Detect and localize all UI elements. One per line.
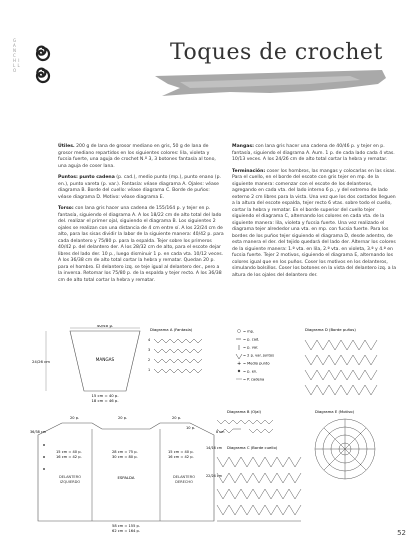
paragraph-sleeves: Mangas: con lana gris hacer una cadena de 40/46 p. y tejer en p. fantasía, siguiendo el diagrama A. Aum. 1 p. de cada lado cada 4 vtas. 10/13 veces. A los 24/26 cm de alto total cortar la hebra y rematar.: [232, 144, 395, 162]
neck-stitches: 10 p.: [186, 426, 196, 430]
diagram-a: [148, 327, 202, 373]
svg-text:= P. cadena: = P. cadena: [243, 377, 265, 382]
svg-text:Diagrama D (Borde puños): Diagrama D (Borde puños): [305, 327, 356, 332]
page-title: Toques de crochet: [170, 40, 383, 65]
diagram-d: [305, 327, 377, 395]
diagram-e: [315, 409, 375, 479]
page-number: 52: [397, 529, 406, 537]
svg-text:= p. en.: = p. en.: [243, 369, 258, 374]
measure-1: 15 cm = 40 p.: [56, 450, 82, 454]
bottom-measure-b: 62 cm = 164 p.: [112, 529, 140, 533]
svg-text:= mp.: = mp.: [243, 329, 255, 334]
svg-text:3: 3: [148, 348, 151, 352]
svg-text:Diagrama C (Borde cuello): Diagrama C (Borde cuello): [227, 445, 278, 450]
sleeve-top-measure: 40/46 p.: [96, 325, 114, 328]
paragraph-materials: Útiles. 200 g de lana de grosor mediano en gris, 50 g de lana de grosor mediano repartidos en los siguientes colores: lila, violeta y fucsia fuerte, una aguja de crochet N.º 3, 3 botones fantasía al tono, una aguja de coser lana.: [58, 144, 216, 169]
measure-2: 16 cm = 42 p.: [56, 455, 82, 459]
pattern-schematics: [30, 325, 230, 535]
paragraph-stitches: Puntos: punto cadena (p. cad.), medio punto (mp.), punto enano (p. en.), punto vareta (p. var.). Fantasía: véase diagrama A. Ojales: véase diagrama B. Borde del cuello: véase diagrama C. Borde de puños: véase diagrama D. Motivo: véase diagrama E.: [58, 175, 221, 200]
top-mid-stitches: 20 p.: [118, 416, 128, 420]
svg-text:4: 4: [148, 338, 151, 342]
sleeve-cm-b: 18 cm = 46 p.: [91, 398, 119, 403]
svg-text:Diagrama B (Ojal): Diagrama B (Ojal): [227, 409, 262, 414]
diagram-b: [217, 409, 273, 433]
measure-5: 15 cm = 40 p.: [168, 450, 194, 454]
svg-text:Diagrama E (Motivo): Diagrama E (Motivo): [315, 409, 355, 414]
sleeve-label: MANGAS: [95, 357, 115, 362]
side-height: 36/38 cm: [30, 430, 47, 434]
back-label: ESPALDA: [117, 475, 135, 480]
svg-text:= p. cad.: = p. cad.: [243, 337, 260, 342]
diagram-a-title: Diagrama A (Fantasía): [150, 327, 193, 332]
svg-text:= Medio punto: = Medio punto: [243, 361, 270, 366]
diagram-c: [217, 445, 301, 521]
measure-3: 28 cm = 75 p.: [112, 450, 138, 454]
top-right-stitches: 20 p.: [172, 416, 182, 420]
swirl-ornament-icon: [34, 44, 52, 88]
sleeve-cm-a: 15 cm = 40 p.: [91, 393, 119, 398]
measure-4: 30 cm = 80 p.: [112, 455, 138, 459]
brush-stroke-decoration: [150, 62, 390, 102]
svg-text:= 2 p. var. juntos: = 2 p. var. juntos: [243, 353, 274, 358]
sleeve-side-measure: 24/26 cm: [32, 359, 50, 364]
armhole-measure: 14/16 cm: [206, 446, 223, 450]
sleeve-schematic: [32, 325, 140, 403]
instructions-left-column: [58, 144, 224, 289]
instructions-right-column: [232, 144, 398, 284]
bottom-measure-a: 58 cm = 155 p.: [112, 524, 140, 528]
paragraph-finishing: Terminación: coser los hombros, las mangas y colocarlas en las sisas. Para el cuello, en el borde del escote con gris tejer en mp. de la siguiente manera: comenzar con el escote de los delanteros, agregando en cada vta. del lado interno 6 p., y del extremo de lado externo 2 cm libres para la vista. Una vez que los dos costados lleguen a la altura del escote espalda, tejer recto 6 vtas. sobre todo el cuello, cortar la hebra y rematar. En el borde superior del cuello tejer siguiendo el diagrama C, alternando los colores en cada vta. de la siguiente manera: lila, violeta y fucsia fuerte. Una vez realizado el diagrama tejer alrededor una vta. en mp. con fucsia fuerte. Para los bordes de los puños tejer siguiendo el diagrama D, desde adentro, de esta manera el der. del tejido quedará del lado der. Alternar los colores de la siguiente manera: 1.ª vta. en lila, 2.ª vta. en violeta, 3.ª y 4.ª en fucsia fuerte. Tejer 2 motivos, siguiendo el diagrama E, alternando los colores igual que en los puños. Coser los motivos en los delanteros, simulando bolsillos. Coser los botones en la vista del delantero izq. a la altura de los ojales del delantero der.: [232, 168, 397, 278]
body-schematic: [30, 416, 225, 533]
shoulder-b: 22/24 cm: [206, 474, 223, 478]
top-left-stitches: 20 p.: [70, 416, 80, 420]
svg-text:+: +: [237, 361, 242, 367]
front-right-label: DELANTERO DERECHO: [172, 475, 196, 484]
crochet-diagrams: [205, 325, 395, 535]
measure-6: 16 cm = 42 p.: [168, 455, 194, 459]
shoulder-a: 8 cm: [216, 430, 225, 434]
svg-text:= p. var.: = p. var.: [243, 345, 259, 350]
front-left-label: DELANTERO IZQUIERDO: [58, 475, 82, 484]
svg-text:2: 2: [148, 358, 151, 362]
section-label: G A N C H I L L O: [13, 38, 21, 73]
svg-text:1: 1: [148, 368, 151, 372]
stitch-legend: [236, 330, 274, 382]
paragraph-body: Torso: con lana gris hacer una cadena de 155/164 p. y tejer en p. fantasía, siguiendo el diagrama A. A los 18/22 cm de alto total del lado del. realizar el primer ojal, siguiendo el diagrama B. Los siguientes 2 ojales se realizan con una distancia de 4 cm entre sí. A los 22/24 cm de alto, para las sisas dividir la labor de la siguiente manera: 40/42 p. para cada delantero y 75/80 p. para la espalda. Tejer sobre los primeros 40/42 p. del delantero der. A los 28/32 cm de alto, para el escote dejar libres del lado der. 10 p., luego disminuir 1 p. en cada vta. 10/12 veces. A los 36/38 cm de alto total cortar la hebra y rematar. Quedan 20 p. para el hombro. El delantero izq. se teje igual al delantero der., pero a la inversa. Retomar los 75/80 p. de la espalda y tejer recto. A los 36/38 cm de alto total cortar la hebra y rematar.: [58, 206, 224, 283]
